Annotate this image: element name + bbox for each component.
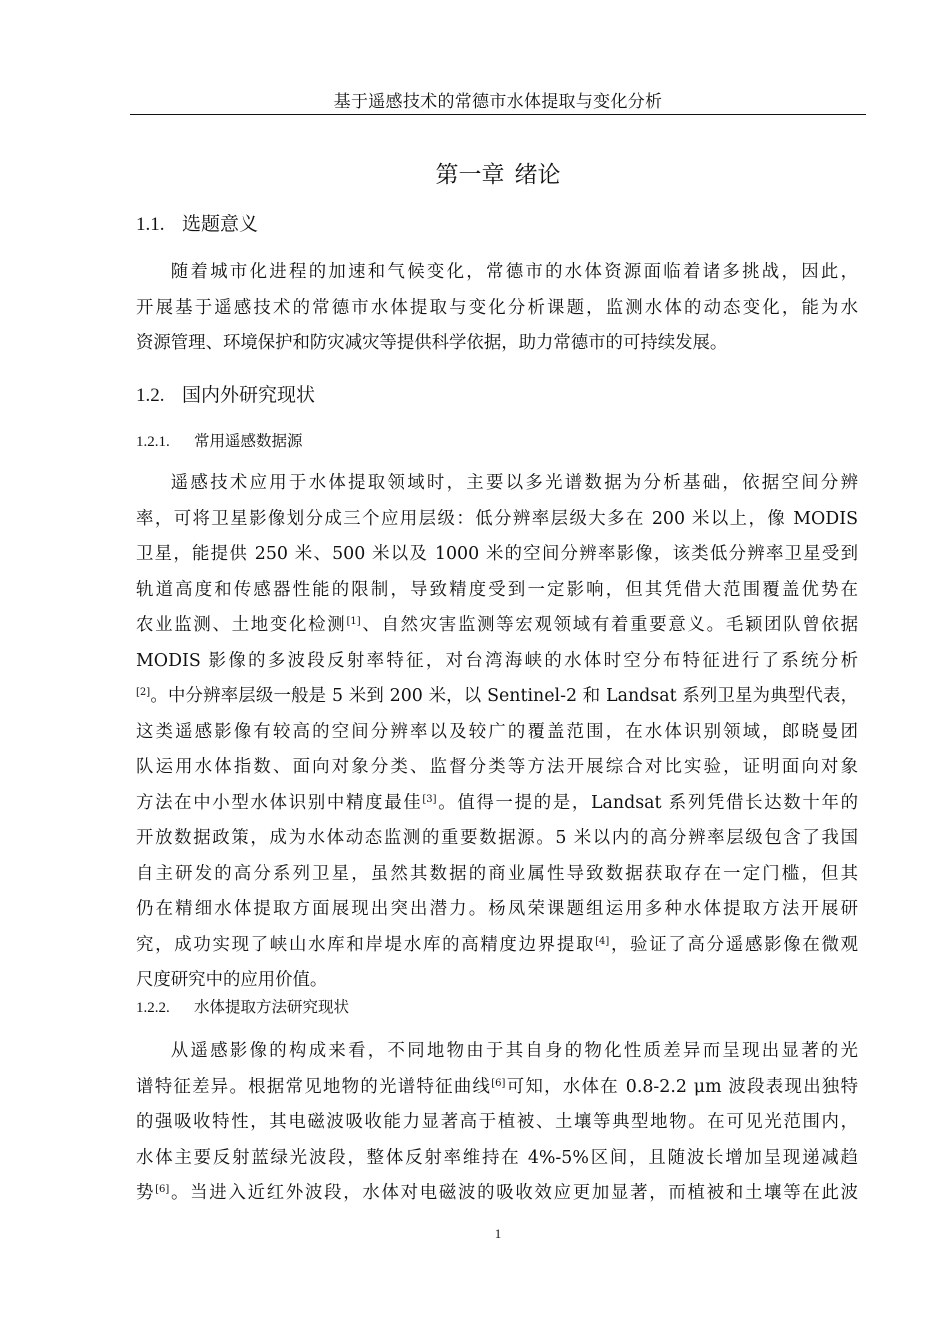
text-line (136, 928, 858, 964)
text-line: 从遥感影像的构成来看，不同地物由于其自身的物化性质差异而呈现出显著的光 (170, 1041, 858, 1061)
text-line (136, 786, 858, 822)
chapter-title (130, 158, 866, 192)
text-fragment: 势 (136, 1183, 156, 1203)
section-heading-1-1 (136, 210, 258, 239)
section-title: 国内外研究现状 (182, 384, 316, 406)
section-number: 1.2. (136, 385, 165, 406)
section-number: 1.1. (136, 214, 165, 235)
subsection-heading-1-2-1 (136, 429, 303, 454)
chapter-label: 第一章 (435, 162, 505, 188)
text-line: 水体主要反射蓝绿光波段，整体反射率维持在 4%-5%区间，且随波长增加呈现递减趋 (136, 1147, 858, 1168)
text-line: 率，可将卫星影像划分成三个应用层级：低分辨率层级大多在 200 米以上，像 MODIS (136, 508, 858, 529)
text-line: 遥感技术应用于水体提取领域时，主要以多光谱数据为分析基础，依据空间分辨 (170, 473, 858, 493)
text-line: MODIS 影像的多波段反射率特征，对台湾海峡的水体时空分布特征进行了系统分析 (136, 650, 858, 671)
text-line (136, 1176, 858, 1212)
text-line: 随着城市化进程的加速和气候变化，常德市的水体资源面临着诸多挑战，因此， (170, 262, 858, 282)
text-line (136, 679, 858, 715)
subsection-title: 水体提取方法研究现状 (194, 998, 350, 1016)
text-line: 的强吸收特性，其电磁波吸收能力显著高于植被、土壤等典型地物。在可见光范围内， (136, 1112, 858, 1132)
text-fragment: 究，成功实现了峡山水库和岸堤水库的高精度边界提取 (136, 934, 596, 955)
running-header: 基于遥感技术的常德市水体提取与变化分析 (333, 92, 663, 112)
text-fragment: 可知，水体在 0.8-2.2 μm 波段表现出独特 (505, 1076, 858, 1097)
subsection-heading-1-2-2 (136, 995, 349, 1020)
text-fragment: 。值得一提的是，Landsat 系列凭借长达数十年的 (436, 792, 858, 813)
text-line: 开放数据政策，成为水体动态监测的重要数据源。5 米以内的高分辨率层级包含了我国 (136, 828, 858, 848)
citation-ref: [6] (155, 1184, 170, 1195)
text-line: 自主研发的高分系列卫星，虽然其数据的商业属性导致数据获取存在一定门槛，但其 (136, 863, 858, 884)
text-fragment: 。当进入近红外波段，水体对电磁波的吸收效应更加显著，而植被和土壤等在此波 (169, 1183, 858, 1203)
text-line: 资源管理、环境保护和防灾减灾等提供科学依据，助力常德市的可持续发展。 (136, 333, 728, 353)
paragraph-data-sources (136, 466, 858, 999)
text-line (136, 608, 858, 644)
page-number: 1 (494, 1226, 502, 1241)
text-fragment: 农业监测、土地变化检测 (136, 615, 347, 635)
citation-ref: [3] (422, 793, 437, 805)
subsection-number: 1.2.1. (136, 434, 170, 450)
text-line: 开展基于遥感技术的常德市水体提取与变化分析课题，监测水体的动态变化，能为水 (136, 297, 858, 318)
citation-ref: [1] (346, 616, 361, 627)
header-rule (130, 114, 866, 115)
text-line: 仍在精细水体提取方面展现出突出潜力。杨凤荣课题组运用多种水体提取方法开展研 (136, 899, 858, 919)
text-fragment: 谱特征差异。根据常见地物的光谱特征曲线 (136, 1076, 492, 1097)
text-line: 轨道高度和传感器性能的限制，导致精度受到一定影响，但其凭借大范围覆盖优势在 (136, 579, 858, 600)
paragraph-extraction-methods (136, 1034, 858, 1212)
text-fragment: 方法在中小型水体识别中精度最佳 (136, 792, 423, 813)
text-line: 这类遥感影像有较高的空间分辨率以及较广的覆盖范围，在水体识别领域，郎晓曼团 (136, 721, 858, 742)
text-fragment: 。中分辨率层级一般是 5 米到 200 米，以 Sentinel-2 和 Landsat 系列卫星为典型代表， (150, 686, 858, 706)
text-line: 尺度研究中的应用价值。 (136, 970, 328, 990)
text-fragment: ，验证了高分遥感影像在微观 (609, 934, 858, 955)
text-fragment: 、自然灾害监测等宏观领域有着重要意义。毛颖团队曾依据 (360, 615, 858, 635)
subsection-number: 1.2.2. (136, 1000, 170, 1016)
section-title: 选题意义 (182, 213, 259, 235)
section-heading-1-2 (136, 381, 315, 410)
text-line: 队运用水体指数、面向对象分类、监督分类等方法开展综合对比实验，证明面向对象 (136, 757, 858, 777)
citation-ref: [6] (491, 1077, 506, 1089)
text-line: 卫星，能提供 250 米、500 米以及 1000 米的空间分辨率影像，该类低分辨率卫星受到 (136, 544, 858, 564)
chapter-name: 绪论 (514, 162, 561, 188)
citation-ref: [4] (595, 935, 610, 947)
citation-ref: [2] (136, 687, 151, 698)
text-line (136, 1070, 858, 1106)
subsection-title: 常用遥感数据源 (194, 432, 303, 450)
paragraph-significance (136, 255, 858, 362)
